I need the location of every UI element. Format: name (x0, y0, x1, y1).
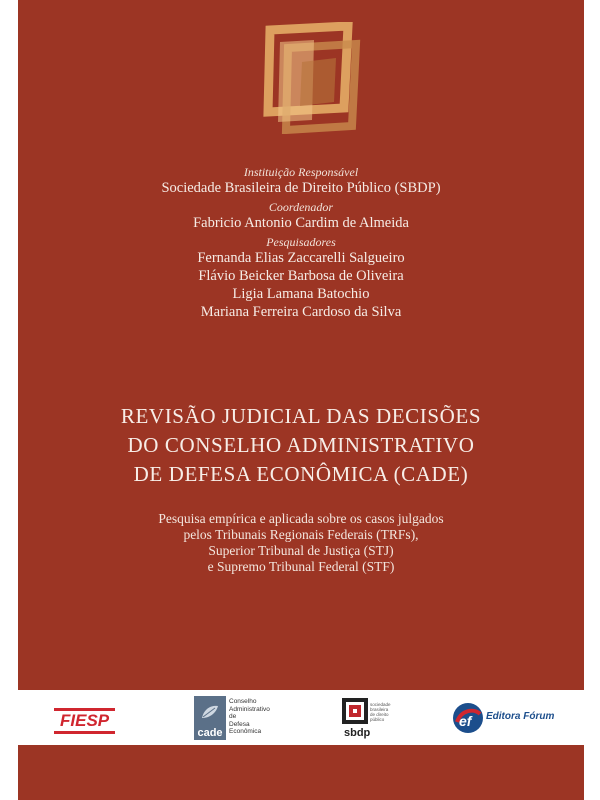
sbdp-name-line: brasileira (370, 707, 389, 712)
sbdp-full-name (370, 702, 410, 722)
cade-logo-box (194, 696, 226, 740)
book-subtitle-line: Superior Tribunal de Justiça (STJ) (208, 543, 394, 558)
cade-wordmark: cade (197, 727, 223, 739)
cade-name-line: Administrativo (229, 705, 270, 713)
fiesp-logo: FIESP (54, 708, 115, 734)
sbdp-emblem-icon (342, 698, 368, 724)
book-title-line: DO CONSELHO ADMINISTRATIVO (127, 433, 475, 457)
book-subtitle-line: Pesquisa empírica e aplicada sobre os casos julgados (158, 511, 444, 526)
book-subtitle-line: e Supremo Tribunal Federal (STF) (207, 559, 395, 574)
sbdp-name-line: sociedade (370, 702, 391, 707)
editora-forum-name: Editora Fórum (486, 711, 555, 722)
institution-role: Instituição Responsável (243, 165, 359, 179)
cade-logo (194, 696, 304, 740)
credits-block (18, 163, 584, 324)
cade-name-line: Conselho (229, 698, 257, 705)
book-subtitle-line: pelos Tribunais Regionais Federais (TRFs), (183, 527, 419, 542)
institution-group (18, 165, 584, 197)
sbdp-logo (342, 698, 412, 740)
sbdp-name-line: de direito (370, 712, 389, 717)
book-subtitle (18, 511, 584, 575)
book-title (18, 402, 584, 489)
researcher-name: Ligia Lamana Batochio (232, 286, 370, 302)
coordinator-name: Fabricio Antonio Cardim de Almeida (193, 215, 409, 231)
sbdp-name-line: público (370, 717, 385, 722)
cover-panel (18, 0, 584, 800)
svg-text:ef: ef (459, 713, 472, 729)
editora-forum-logo (452, 702, 562, 734)
book-title-line: REVISÃO JUDICIAL DAS DECISÕES (120, 404, 482, 428)
cade-name-line: Econômica (229, 728, 262, 735)
researcher-name: Fernanda Elias Zaccarelli Salgueiro (197, 250, 405, 266)
coordinator-group (18, 200, 584, 232)
sponsor-logos-strip (18, 690, 584, 745)
editora-forum-emblem-icon (452, 702, 484, 734)
cade-full-name (229, 698, 299, 736)
researchers-role: Pesquisadores (266, 235, 336, 249)
institution-name: Sociedade Brasileira de Direito Público (SBDP) (161, 180, 441, 196)
cade-name-line: de (229, 713, 237, 720)
researcher-name: Mariana Ferreira Cardoso da Silva (200, 304, 402, 320)
researcher-name: Flávio Beicker Barbosa de Oliveira (198, 268, 404, 284)
cover-logo-mark (252, 22, 362, 134)
leaf-icon (200, 704, 220, 720)
coordinator-role: Coordenador (268, 200, 334, 214)
book-title-line: DE DEFESA ECONÔMICA (CADE) (133, 462, 469, 486)
sbdp-wordmark: sbdp (344, 727, 371, 739)
researchers-group (18, 235, 584, 321)
cade-name-line: Defesa (229, 720, 250, 728)
